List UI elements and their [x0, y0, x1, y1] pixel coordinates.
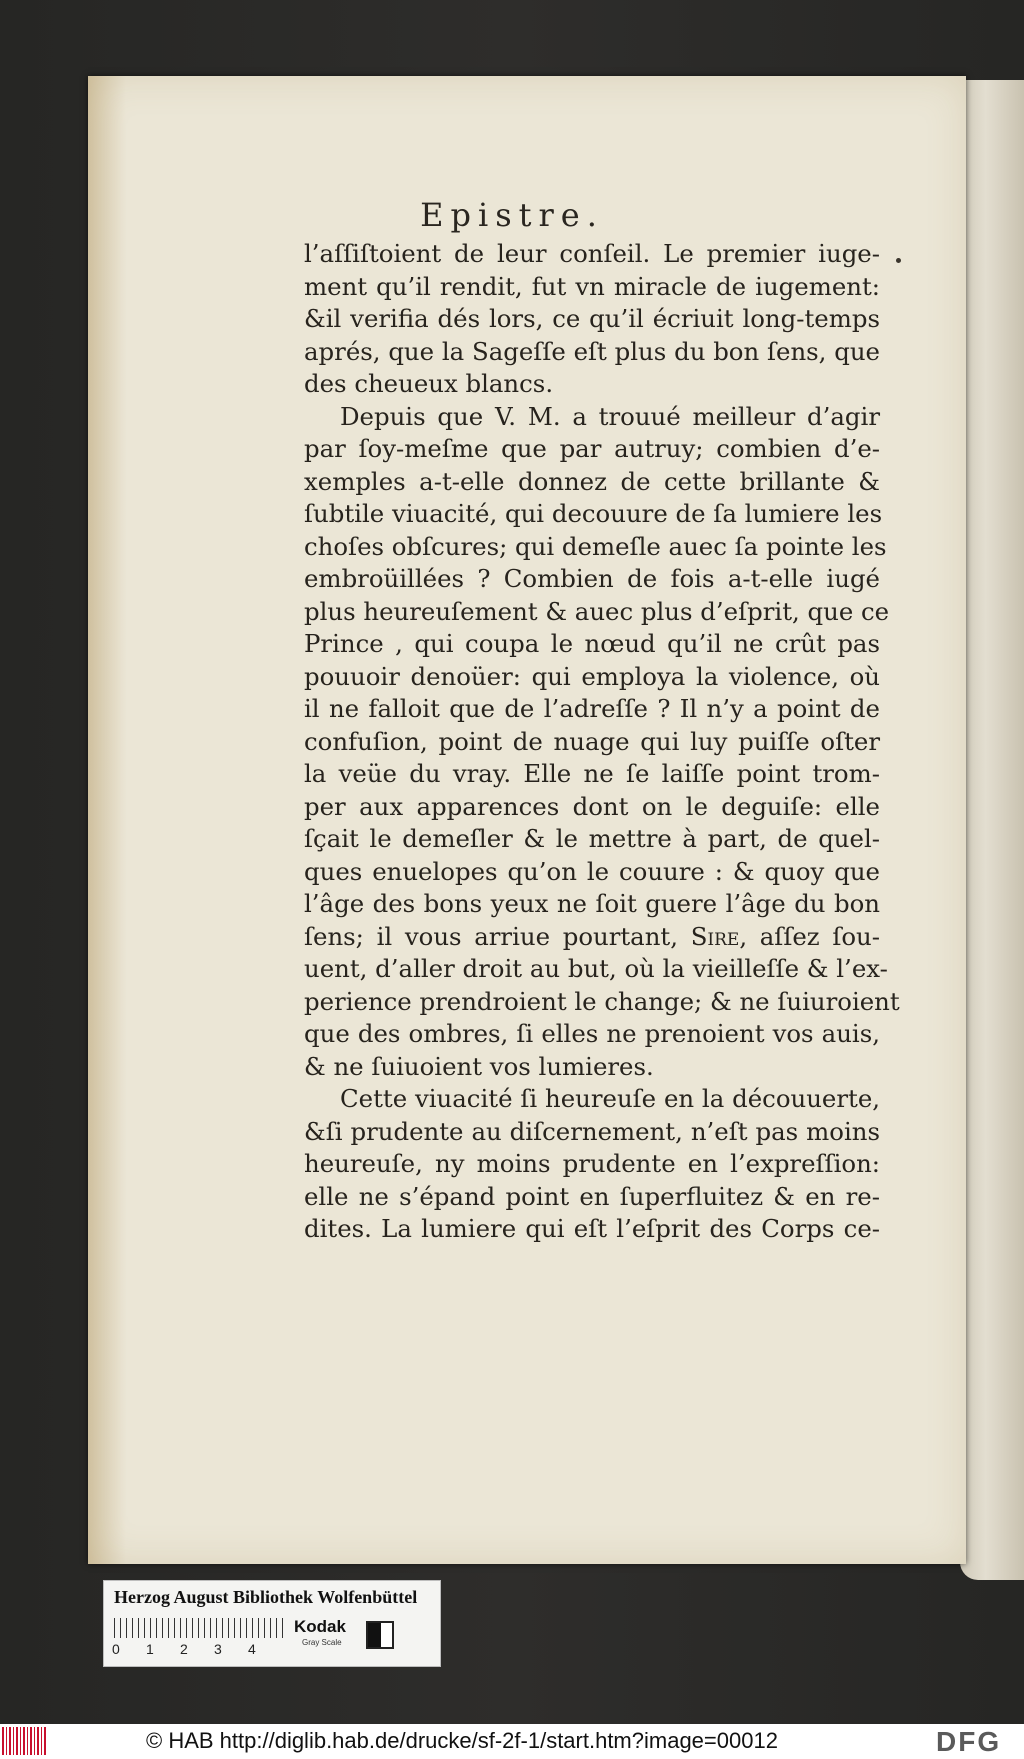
library-name: Herzog August Bibliothek Wolfenbüttel: [114, 1587, 418, 1607]
text-line-with-smallcaps: [304, 921, 880, 954]
body-text: [304, 238, 900, 1246]
barcode-icon: [2, 1727, 46, 1755]
text-line: ques enuelopes qu’on le couure : & quoy que: [304, 856, 880, 886]
text-line: xemples a-t-elle donnez de cette brillante &: [304, 466, 880, 496]
text-line: ment qu’il rendit, fut vn miracle de iugement:: [304, 271, 880, 301]
text-line: & ne ſuiuoient vos lumieres.: [304, 1051, 654, 1081]
text-line: heureuſe, ny moins prudente en l’expreſſion:: [304, 1149, 880, 1178]
text-line: confuſion, point de nuage qui luy puiſſe oſter: [304, 726, 880, 756]
text-line: Depuis que V. M. a trouué meilleur d’agir: [340, 401, 880, 431]
kodak-logo: Kodak: [294, 1617, 346, 1636]
footer-source-url[interactable]: © HAB http://diglib.hab.de/drucke/sf-2f-1/start.htm?image=00012: [146, 1728, 778, 1753]
scale-number: 3: [214, 1641, 222, 1657]
text-line: pouuoir denoüer: qui employa la violence, où: [304, 661, 880, 691]
library-color-scale-label: [103, 1580, 441, 1667]
footer-bar: [0, 1724, 1024, 1759]
text-line: par ſoy-meſme que par autruy; combien d’e-: [304, 434, 880, 463]
scale-number: 1: [146, 1641, 154, 1657]
scale-number: 4: [248, 1641, 256, 1657]
text-segment: ſens; il vous arriue pourtant,: [304, 921, 678, 951]
text-line: Prince , qui coupa le nœud qu’il ne crût pas: [304, 629, 880, 658]
margin-mark: [896, 258, 901, 263]
text-line: choſes obſcures; qui demeſle auec ſa pointe les: [304, 531, 887, 561]
text-line: perience prendroient le change; & ne ſuiuroient: [304, 986, 900, 1016]
next-page-edge: [960, 80, 1024, 1580]
text-line: il ne falloit que de l’adreſſe ? Il n’y a point de: [304, 694, 880, 723]
scale-ruler: [114, 1618, 284, 1638]
text-line: elle ne s’épand point en ſuperfluitez & en re-: [304, 1181, 880, 1211]
text-line: l’âge des bons yeux ne ſoit guere l’âge du bon: [304, 889, 880, 918]
text-line: ſubtile viuacité, qui decouure de ſa lumiere les: [304, 499, 883, 528]
text-line: l’aſſiſtoient de leur conſeil. Le premier iuge-: [304, 239, 880, 268]
text-line: Cette viuacité ſi heureuſe en la découuerte,: [340, 1084, 880, 1113]
text-segment: , aſſez ſou-: [739, 921, 880, 951]
text-line: dites. La lumiere qui eſt l’eſprit des Corps ce-: [304, 1214, 880, 1243]
kodak-subtitle: Gray Scale: [302, 1638, 342, 1647]
page-heading: Epistre.: [420, 196, 604, 234]
text-line: ſçait le demeſler & le mettre à part, de quel-: [304, 824, 880, 853]
text-line: que des ombres, ſi elles ne prenoient vos auis,: [304, 1019, 880, 1048]
smallcaps-word: Sire: [690, 921, 740, 951]
page-gutter-stain: [88, 76, 126, 1564]
text-line: &ſi prudente au diſcernement, n’eſt pas moins: [304, 1116, 880, 1146]
text-line: &il verifia dés lors, ce qu’il écriuit long-temps: [304, 304, 880, 333]
scale-numbers: [112, 1641, 282, 1657]
text-line: embroüillées ? Combien de fois a-t-elle iugé: [304, 564, 880, 593]
scale-number: 2: [180, 1641, 188, 1657]
text-line: uent, d’aller droit au but, où la vieilleſſe & l’ex-: [304, 954, 888, 983]
dfg-logo: DFG: [936, 1726, 1002, 1757]
text-line: la veüe du vray. Elle ne ſe laiſſe point trom-: [304, 759, 880, 788]
gray-scale-swatch: [366, 1621, 394, 1649]
text-line: per aux apparences dont on le deguiſe: elle: [304, 791, 880, 821]
text-line: aprés, que la Sageſſe eſt plus du bon ſens, que: [304, 336, 880, 366]
text-line: des cheueux blancs.: [304, 369, 554, 398]
scale-number: 0: [112, 1641, 120, 1657]
text-line: plus heureuſement & auec plus d’eſprit, que ce: [304, 596, 890, 626]
